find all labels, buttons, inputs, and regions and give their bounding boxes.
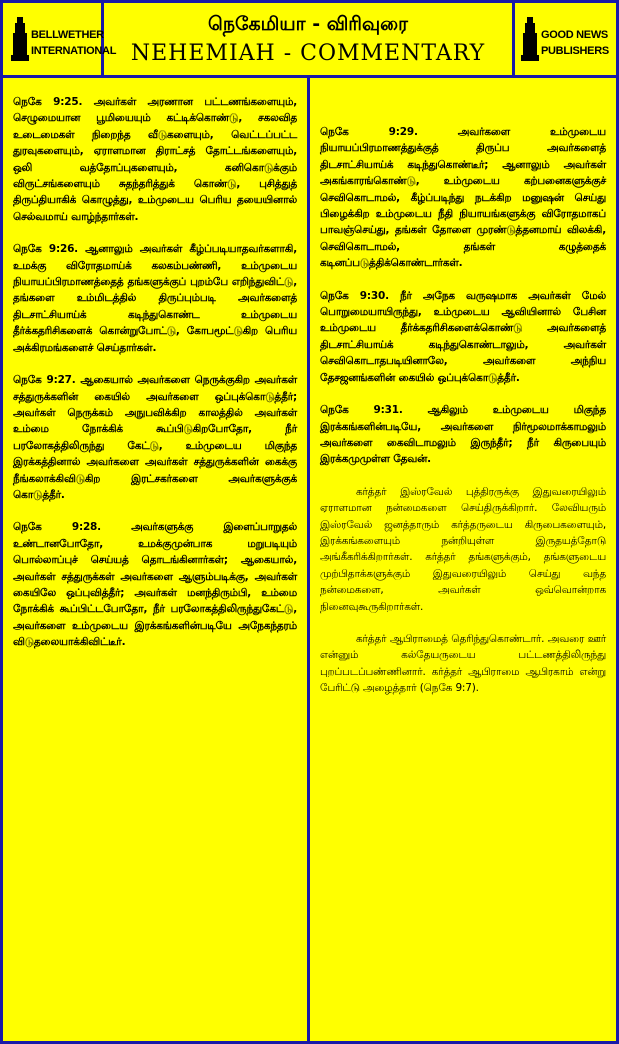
- title-english: NEHEMIAH - COMMENTARY: [130, 41, 486, 66]
- right-column: [310, 78, 616, 1041]
- bellwether-line1: BELLWETHER: [31, 29, 104, 41]
- verse-text: அவர்களுக்கு இளைப்பாறுதல் உண்டானபோதோ, உமக்குமுன்பாக மறுபடியும் பொல்லாப்புச் செய்யத் தொடங்கினார்கள்; ஆகையால், அவர்கள் சத்துருக்கள் அவர்களை ஆளும்படிக்கு, அவர்கள் கையிலே ஒப்புவித்தீர்; அவர்கள் மனந்திரும்பி, உம்மை நோக்கிக் கூப்பிட்டபோதோ, நீர் பரலோகத்திலிருந்துகேட்டு, அவர்களை உம்முடைய இரக்கங்களின்படியே அநேகந்தரம் விடுதலையாக்கிவிட்டீர்.: [13, 521, 297, 649]
- good-news-line1: GOOD NEWS: [541, 29, 608, 41]
- good-news-line2: PUBLISHERS: [541, 45, 609, 57]
- verse-paragraph: [320, 631, 606, 697]
- verse-text: கர்த்தர் இஸ்ரவேல் புத்திரருக்கு இதுவரையிலும் ஏராளமான நன்மைகளை செய்திருக்கிறார். லேவியரும் இஸ்ரவேல் ஜனத்தாரும் கர்த்தருடைய கிருபைகளையும், இரக்கங்களையும் நன்றியுள்ள இருதயத்தோடு அங்கீகரிக்கிறார்கள். கர்த்தர் தங்களுக்கும், தங்களுடைய முற்பிதாக்களுக்கும் இதுவரையிலும் செய்து வந்த நன்மைகளை, அவர்கள் ஒவ்வொன்றாக நினைவுகூருகிறார்கள்.: [320, 485, 606, 613]
- verse-reference: நெகே 9:25.: [13, 96, 83, 108]
- verse-reference: நெகே 9:27.: [13, 374, 76, 387]
- bellwether-logo: [3, 3, 117, 75]
- left-column-content: [13, 94, 297, 667]
- header: [3, 3, 616, 75]
- verse-reference: நெகே 9:29.: [320, 126, 418, 138]
- verse-text: ஆகையால் அவர்களை நெருக்குகிற அவர்கள் சத்துருக்களின் கையில் அவர்களை ஒப்புக்கொடுத்தீர்; அவர்கள் நெருக்கம் அநுபவிக்கிற காலத்தில் அவர்கள் உம்மை நோக்கிக் கூப்பிடுகிறபோதோ, நீர் பரலோகத்திலிருந்து கேட்டு, உம்முடைய மிகுந்த இரக்கத்தினால் அவர்களை அவர்கள் சத்துருக்களின் கைக்கு நீங்கலாக்கிவிடுகிற இரட்சகர்களை அவர்களுக்குக் கொடுத்தீர்.: [13, 374, 297, 501]
- bellwether-line2: INTERNATIONAL: [31, 45, 117, 57]
- verse-paragraph: [320, 288, 606, 386]
- title-tamil: நெகேமியா - விரிவுரை: [208, 13, 408, 35]
- right-column-content: [320, 124, 606, 713]
- verse-reference: நெகே 9:30.: [320, 289, 389, 302]
- verse-reference: நெகே 9:26.: [13, 243, 78, 256]
- left-column: [3, 78, 310, 1041]
- verse-paragraph: [320, 124, 606, 272]
- verse-paragraph: [13, 94, 297, 225]
- verse-paragraph: [13, 241, 297, 356]
- verse-text: ஆனாலும் அவர்கள் கீழ்ப்படியாதவர்களாகி, உமக்கு விரோதமாய்க் கலகம்பண்ணி, உம்முடைய நியாயப்பிரமாணத்தைத் தங்களுக்குப் புறம்பே எறிந்துவிட்டு, தங்களை உம்மிடத்தில் திருப்பும்படி அவர்களைத் திடசாட்சியாய்க் கடிந்துகொண்ட உம்முடைய தீர்க்கதரிசிகளைக் கொன்றுபோட்டு, கோபமூட்டுகிற பெரிய அக்கிரமங்களைச் செய்தார்கள்.: [13, 243, 297, 354]
- good-news-logo: [512, 3, 616, 75]
- verse-reference: நெகே 9:31.: [320, 404, 403, 417]
- verse-paragraph: [13, 519, 297, 650]
- verse-text: நீர் அநேக வருஷமாக அவர்கள் மேல் பொறுமையாயிருந்து, உம்முடைய ஆவியினால் பேசின உம்முடைய தீர்க்கதரிசிகளைக்கொண்டு அவர்களைத் திடசாட்சியாய்க் கடிந்துகொண்டாலும், அவர்கள் செவிகொடாதபடியினாலே, அவர்களை அந்நிய தேசஜனங்களின் கையில் ஒப்புக்கொடுத்தீர்.: [320, 289, 606, 384]
- verse-text: அவர்களை உம்முடைய நியாயப்பிரமாணத்துக்குத் திருப்ப அவர்களைத் திடசாட்சியாய்க் கடிந்துகொண்டீர்; ஆனாலும் அவர்கள் அகங்காரங்கொண்டு, உம்முடைய கற்பனைகளுக்குச் செவிகொடாமல், கீழ்ப்படிந்து நடக்கிற மனுஷன் செய்து பிழைக்கிற உம்முடைய நீதி நியாயங்களுக்கு விரோதமாகப் பாவஞ்செய்து, தங்கள் தோளை முரண்டுத்தனமாய் விலக்கி, செவிகொடாமல், தங்கள் கழுத்தைக் கடினப்படுத்திக்கொண்டார்கள்.: [320, 126, 606, 270]
- title-block: [104, 3, 512, 75]
- tower-icon: [521, 17, 539, 61]
- verse-text: ஆகிலும் உம்முடைய மிகுந்த இரக்கங்களின்படியே, அவர்களை நிர்மூலமாக்காமலும் அவர்களை கைவிடாமலும் இருந்தீர்; நீர் கிருபையும் இரக்கமுமுள்ள தேவன்.: [320, 404, 606, 466]
- verse-paragraph: [320, 484, 606, 615]
- verse-paragraph: [13, 372, 297, 503]
- tower-icon: [11, 17, 29, 61]
- verse-paragraph: [320, 402, 606, 468]
- verse-reference: நெகே 9:28.: [13, 521, 101, 534]
- verse-text: கர்த்தர் ஆபிராமைத் தெரிந்துகொண்டார். அவரை ஊர் என்னும் கல்தேயருடைய பட்டணத்திலிருந்து புறப்படப்பண்ணினார். கர்த்தர் ஆபிராமை ஆபிரகாம் என்று பேரிட்டு அழைத்தார் (நெகே 9:7).: [320, 632, 606, 695]
- verse-text: அவர்கள் அரணான பட்டணங்களையும், செழுமையான பூமியையும் கட்டிக்கொண்டு, சகலவித உடைமைகள் நிறைந்த வீடுகளையும், வெட்டப்பட்ட துரவுகளையும், ஏராளமான திராட்சத் தோட்டங்களையும், ஒலி வத்தோப்புகளையும், கனிகொடுக்கும் விருட்சங்களையும் சுதந்தரித்துக் கொண்டு, புசித்துத் திருப்தியாகிக் கொழுத்து, உம்முடைய பெரிய தயையினால் செல்வமாய் வாழ்ந்தார்கள்.: [13, 96, 297, 223]
